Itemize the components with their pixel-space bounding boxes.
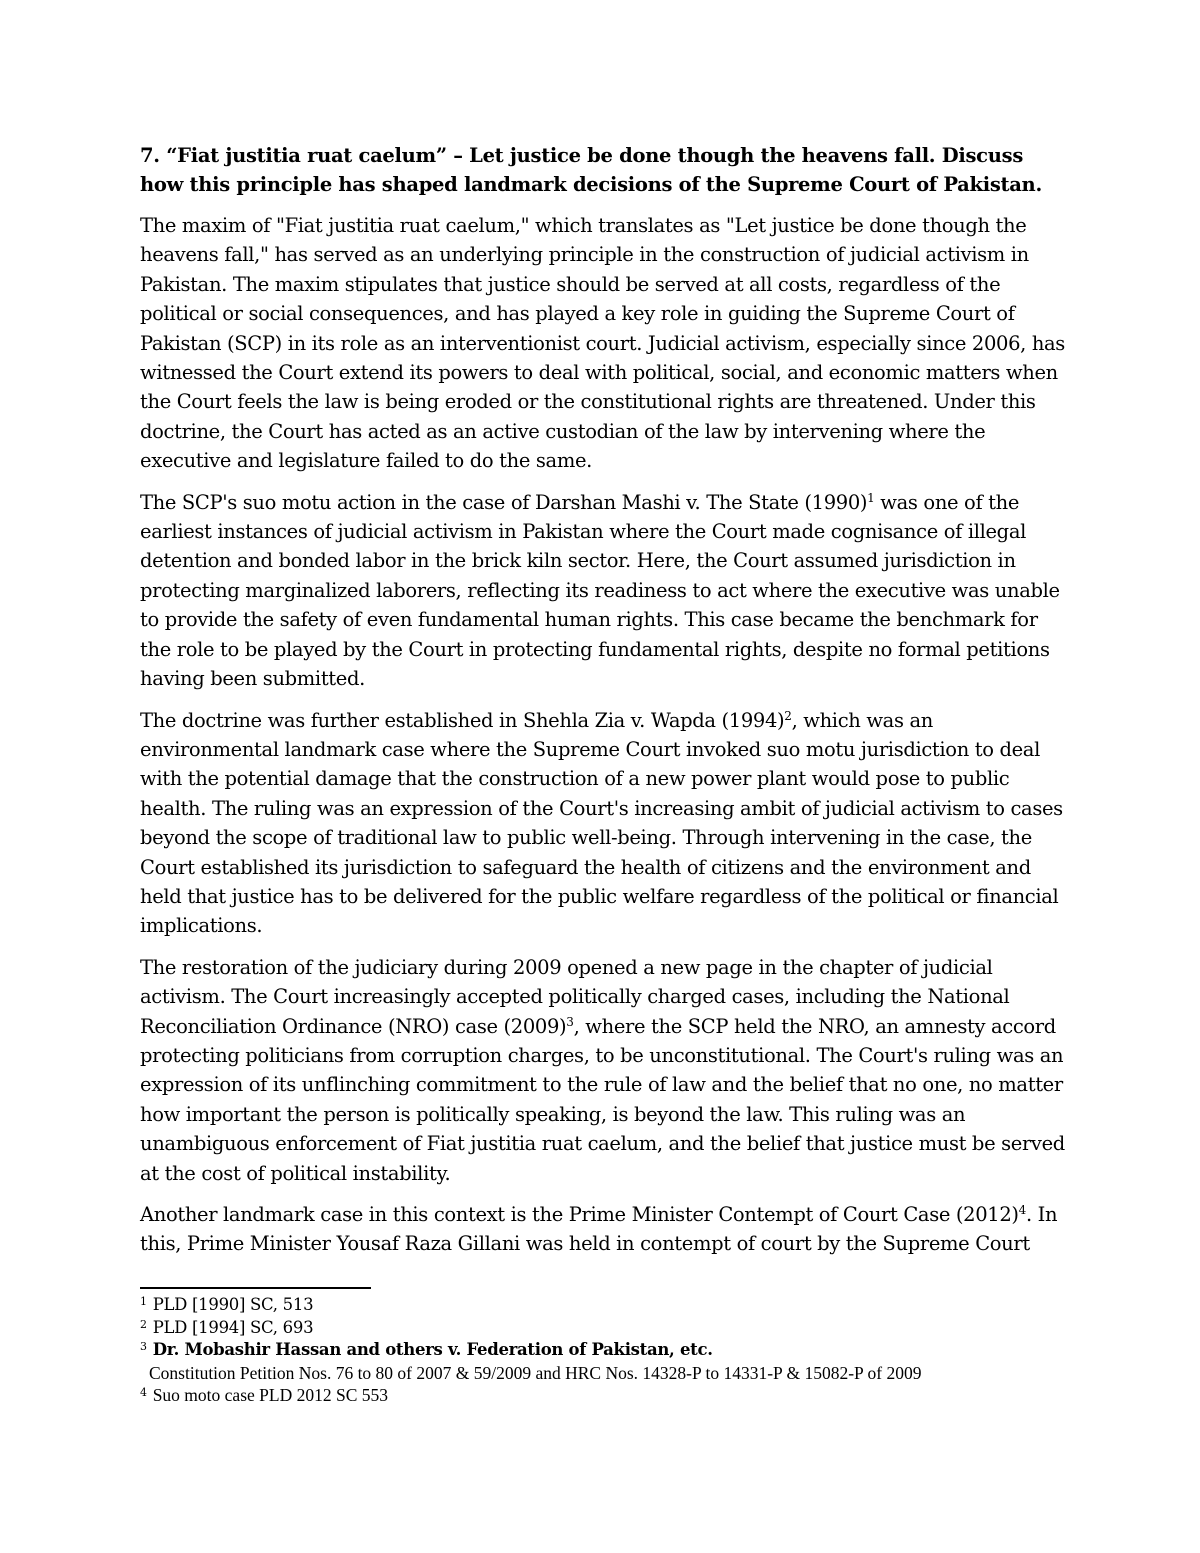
- footnotes: [140, 1294, 1100, 1408]
- footnote-3-mark: 3: [140, 1340, 147, 1353]
- footnote-1: [140, 1294, 1100, 1317]
- footnote-ref-2[interactable]: 2: [784, 708, 792, 723]
- footnote-1-mark: 1: [140, 1295, 147, 1308]
- paragraph-1: [140, 211, 1065, 476]
- footnote-3-detail: Constitution Petition Nos. 76 to 80 of 2007 & 59/2009 and HRC Nos. 14328-P to 14331-P & 15082-P of 2009: [149, 1362, 922, 1383]
- paragraph-5-text-start: Another landmark case in this context is the Prime Minister Contempt of Court Case (2012): [140, 1203, 1019, 1226]
- paragraph-2-text-start: The SCP's suo motu action in the case of Darshan Mashi v. The State (1990): [140, 490, 868, 514]
- footnote-4-text: Suo moto case PLD 2012 SC 553: [152, 1385, 388, 1405]
- footnote-1-text: PLD [1990] SC, 513: [152, 1295, 314, 1314]
- footnote-3: [140, 1339, 1100, 1362]
- paragraph-1-text: The maxim of "Fiat justitia ruat caelum," which translates as "Let justice be done though the heavens fall," has served as an underlying principle in the construction of judicial activism in Pakistan. The maxim stipulates that justice should be served at all costs, regardless of the political or social consequences, and has played a key role in guiding the Supreme Court of Pakistan (SCP) in its role as an interventionist court. Judicial activism, especially since 2006, has witnessed the Court extend its powers to deal with political, social, and economic matters when the Court feels the law is being eroded or the constitutional rights are threatened. Under this doctrine, the Court has acted as an active custodian of the law by intervening where the executive and legislature failed to do the same.: [140, 214, 1065, 473]
- paragraph-4-text-end: , where the SCP held the NRO, an amnesty accord protecting politicians from corruption charges, to be unconstitutional. The Court's ruling was an expression of its unflinching commitment to the rule of law and the belief that no one, no matter how important the person is politically speaking, is beyond the law. This ruling was an unambiguous enforcement of Fiat justitia ruat caelum, and the belief that justice must be served at the cost of political instability.: [140, 1014, 1065, 1185]
- paragraph-4-text-start: The restoration of the judiciary during 2009 opened a new page in the chapter of judicial activism. The Court increasingly accepted politically charged cases, including the National Reconciliation Ordinance (NRO) case (2009): [140, 955, 1010, 1038]
- footnote-2: [140, 1317, 1100, 1340]
- paragraph-3-text-start: The doctrine was further established in Shehla Zia v. Wapda (1994): [140, 708, 785, 732]
- footnote-ref-1[interactable]: 1: [867, 490, 875, 505]
- paragraph-2-text-end: was one of the earliest instances of judicial activism in Pakistan where the Court made cognisance of illegal detention and bonded labor in the brick kiln sector. Here, the Court assumed jurisdiction in protecting marginalized laborers, reflecting its readiness to act where the executive was unable to provide the safety of even fundamental human rights. This case became the benchmark for the role to be played by the Court in protecting fundamental rights, despite no formal petitions having been submitted.: [140, 490, 1060, 691]
- paragraph-5-text-end: . In this, Prime Minister Yousaf Raza Gillani was held in contempt of court by the Supreme Court: [140, 1203, 1058, 1256]
- footnote-3-case-title: Dr. Mobashir Hassan and others v. Federation of Pakistan, etc.: [152, 1340, 713, 1359]
- question-heading: 7. “Fiat justitia ruat caelum” – Let justice be done though the heavens fall. Discuss how this principle has shaped landmark decisions of the Supreme Court of Pakistan.: [140, 144, 1042, 196]
- paragraph-3-text-end: , which was an environmental landmark case where the Supreme Court invoked suo motu jurisdiction to deal with the potential damage that the construction of a new power plant would pose to public health. The ruling was an expression of the Court's increasing ambit of judicial activism to cases beyond the scope of traditional law to public well-being. Through intervening in the case, the Court established its jurisdiction to safeguard the health of citizens and the environment and held that justice has to be delivered for the public welfare regardless of the political or financial implications.: [140, 708, 1063, 938]
- footnote-ref-4[interactable]: 4: [1018, 1203, 1026, 1217]
- paragraph-3: [140, 706, 1065, 941]
- paragraph-4: [140, 953, 1065, 1188]
- footnote-separator: [140, 1287, 371, 1289]
- footnote-2-mark: 2: [140, 1317, 147, 1331]
- document-body: [140, 141, 1065, 1271]
- footnote-2-text: PLD [1994] SC, 693: [152, 1317, 314, 1337]
- footnote-4-mark: 4: [140, 1386, 147, 1399]
- paragraph-5: [140, 1200, 1065, 1259]
- footnote-ref-3[interactable]: 3: [566, 1014, 574, 1029]
- paragraph-2: [140, 488, 1065, 694]
- footnote-4: [140, 1384, 1100, 1408]
